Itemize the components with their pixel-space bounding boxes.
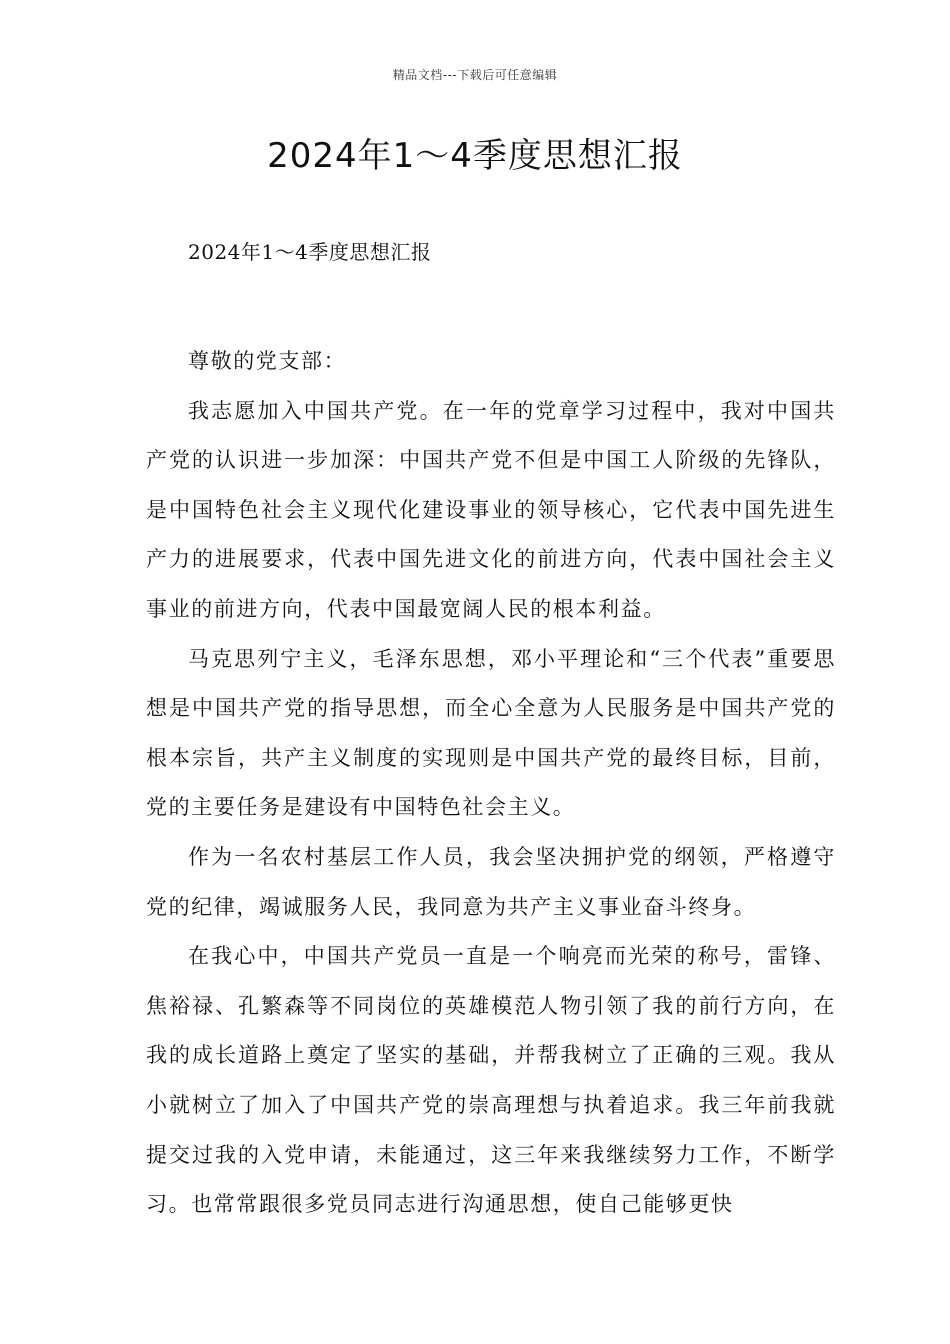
document-subtitle: 2024年1～4季度思想汇报 [188,240,432,264]
document-body [146,337,836,1230]
salutation: 尊敬的党支部： [188,349,347,373]
header-note: 精品文档---下载后可任意编辑 [392,68,558,82]
body-paragraph: 我志愿加入中国共产党。在一年的党章学习过程中，我对中国共产党的认识进一步加深：中国共产党不但是中国工人阶级的先锋队，是中国特色社会主义现代化建设事业的领导核心，它代表中国先进生产力的进展要求，代表中国先进文化的前进方向，代表中国社会主义事业的前进方向，代表中国最宽阔人民的根本利益。 [146,398,836,621]
body-paragraph: 在我心中，中国共产党员一直是一个响亮而光荣的称号，雷锋、焦裕禄、孔繁森等不同岗位的英雄模范人物引领了我的前行方向，在我的成长道路上奠定了坚实的基础，并帮我树立了正确的三观。我从小就树立了加入了中国共产党的崇高理想与执着追求。我三年前我就提交过我的入党申请，未能通过，这三年来我继续努力工作，不断学习。也常常跟很多党员同志进行沟通思想，使自己能够更快 [146,944,836,1217]
body-paragraph: 作为一名农村基层工作人员，我会坚决拥护党的纲领，严格遵守党的纪律，竭诚服务人民，我同意为共产主义事业奋斗终身。 [146,844,836,919]
document-title: 2024年1～4季度思想汇报 [267,136,683,176]
body-paragraph: 马克思列宁主义，毛泽东思想，邓小平理论和“三个代表”重要思想是中国共产党的指导思想，而全心全意为人民服务是中国共产党的根本宗旨，共产主义制度的实现则是中国共产党的最终目标，目前，党的主要任务是建设有中国特色社会主义。 [146,646,836,820]
